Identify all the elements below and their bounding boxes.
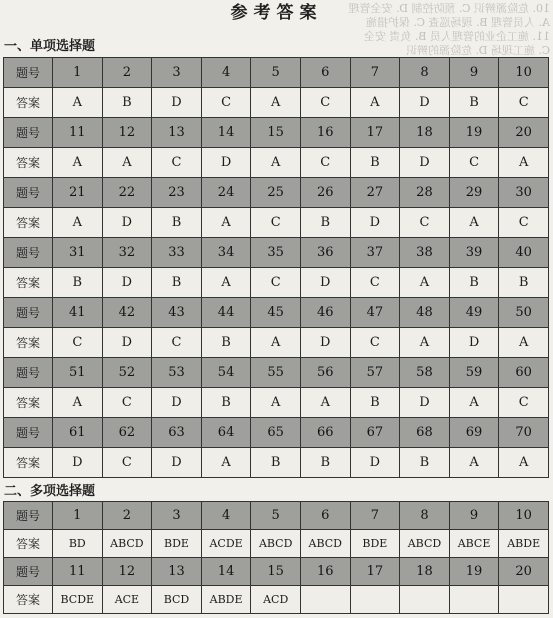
answer-cell: B (251, 448, 301, 478)
answer-cell: BDE (350, 530, 400, 558)
question-number-cell: 26 (300, 178, 350, 208)
answer-cell: C (251, 208, 301, 238)
question-number-cell: 31 (53, 238, 103, 268)
answer-row (4, 268, 549, 298)
answer-cell: D (152, 388, 202, 418)
question-number-cell: 1 (53, 502, 103, 530)
question-number-row (4, 358, 549, 388)
answer-cell: ABCE (449, 530, 499, 558)
question-number-cell: 66 (300, 418, 350, 448)
answer-cell: B (201, 328, 251, 358)
answer-cell: C (251, 268, 301, 298)
row-label-question-number: 题号 (4, 58, 53, 88)
question-number-cell: 62 (102, 418, 152, 448)
question-number-cell: 45 (251, 298, 301, 328)
answer-cell: D (102, 328, 152, 358)
question-number-cell: 56 (300, 358, 350, 388)
question-number-cell: 61 (53, 418, 103, 448)
question-number-cell: 41 (53, 298, 103, 328)
question-number-cell: 46 (300, 298, 350, 328)
question-number-cell: 18 (400, 118, 450, 148)
answer-cell: B (499, 268, 549, 298)
answer-cell: ABDE (499, 530, 549, 558)
question-number-cell: 28 (400, 178, 450, 208)
row-label-answer: 答案 (4, 448, 53, 478)
question-number-cell: 24 (201, 178, 251, 208)
question-number-cell: 12 (102, 558, 152, 586)
answer-cell: D (400, 148, 450, 178)
section-title-multiple-choice: 二、多项选择题 (4, 484, 96, 499)
question-number-cell: 54 (201, 358, 251, 388)
question-number-cell: 64 (201, 418, 251, 448)
question-number-cell: 35 (251, 238, 301, 268)
answer-row (4, 208, 549, 238)
answer-cell: B (102, 88, 152, 118)
question-number-cell: 51 (53, 358, 103, 388)
answer-cell: D (102, 208, 152, 238)
question-number-row (4, 58, 549, 88)
answer-row (4, 388, 549, 418)
answer-cell: D (400, 88, 450, 118)
question-number-row (4, 558, 549, 586)
question-number-cell: 63 (152, 418, 202, 448)
question-number-cell: 11 (53, 558, 103, 586)
answer-cell: A (499, 448, 549, 478)
page-title: 参考答案 (230, 3, 323, 23)
question-number-cell: 50 (499, 298, 549, 328)
answer-cell: C (300, 88, 350, 118)
answer-row (4, 586, 549, 614)
answer-cell: B (300, 208, 350, 238)
question-number-cell: 5 (251, 58, 301, 88)
question-number-cell: 18 (400, 558, 450, 586)
answer-cell: D (102, 268, 152, 298)
answer-cell: C (499, 208, 549, 238)
answer-row (4, 148, 549, 178)
question-number-cell: 57 (350, 358, 400, 388)
question-number-cell: 48 (400, 298, 450, 328)
row-label-answer: 答案 (4, 586, 53, 614)
question-number-cell: 12 (102, 118, 152, 148)
answer-cell: ABCD (102, 530, 152, 558)
question-number-cell: 9 (449, 502, 499, 530)
answer-cell: C (102, 448, 152, 478)
answer-cell: A (449, 208, 499, 238)
answer-cell: ACDE (201, 530, 251, 558)
answer-cell: A (201, 268, 251, 298)
question-number-cell: 34 (201, 238, 251, 268)
question-number-cell: 17 (350, 118, 400, 148)
question-number-cell: 19 (449, 118, 499, 148)
answer-cell: D (350, 208, 400, 238)
question-number-cell: 59 (449, 358, 499, 388)
question-number-cell: 36 (300, 238, 350, 268)
question-number-cell: 2 (102, 58, 152, 88)
answer-cell: ACE (102, 586, 152, 614)
question-number-cell: 53 (152, 358, 202, 388)
question-number-cell: 5 (251, 502, 301, 530)
answer-cell (350, 586, 400, 614)
bleed-line: A. 人员管理 B. 现场巡查 C. 保护措施 (365, 16, 550, 29)
bleed-line: 11. 施工企业的管理人员 B. 负责 安全 (363, 30, 550, 43)
answer-cell: A (449, 448, 499, 478)
question-number-cell: 49 (449, 298, 499, 328)
question-number-cell: 13 (152, 558, 202, 586)
answer-cell: A (53, 388, 103, 418)
answer-cell: A (251, 88, 301, 118)
answer-cell: D (400, 388, 450, 418)
question-number-row (4, 118, 549, 148)
question-number-cell: 65 (251, 418, 301, 448)
answer-cell: C (152, 328, 202, 358)
answer-cell: B (152, 268, 202, 298)
answer-cell: B (400, 448, 450, 478)
answer-cell: A (201, 448, 251, 478)
answer-cell: B (350, 148, 400, 178)
question-number-cell: 17 (350, 558, 400, 586)
row-label-answer: 答案 (4, 268, 53, 298)
answer-cell: A (102, 148, 152, 178)
row-label-question-number: 题号 (4, 238, 53, 268)
answer-cell: B (350, 388, 400, 418)
single-choice-answer-table (3, 57, 549, 478)
answer-cell: C (102, 388, 152, 418)
answer-cell: C (350, 328, 400, 358)
answer-cell: B (300, 448, 350, 478)
question-number-cell: 22 (102, 178, 152, 208)
answer-cell: BD (53, 530, 103, 558)
answer-cell: BDE (152, 530, 202, 558)
row-label-question-number: 题号 (4, 118, 53, 148)
answer-cell: ABCD (300, 530, 350, 558)
question-number-cell: 38 (400, 238, 450, 268)
answer-cell: D (350, 448, 400, 478)
question-number-cell: 33 (152, 238, 202, 268)
answer-cell (449, 586, 499, 614)
row-label-answer: 答案 (4, 208, 53, 238)
answer-cell: C (499, 388, 549, 418)
question-number-cell: 9 (449, 58, 499, 88)
answer-cell: A (251, 328, 301, 358)
question-number-cell: 6 (300, 502, 350, 530)
question-number-cell: 58 (400, 358, 450, 388)
question-number-cell: 39 (449, 238, 499, 268)
multiple-choice-answer-table (3, 501, 549, 614)
question-number-cell: 42 (102, 298, 152, 328)
answer-row (4, 448, 549, 478)
answer-cell (300, 586, 350, 614)
answer-row (4, 328, 549, 358)
question-number-cell: 2 (102, 502, 152, 530)
question-number-cell: 40 (499, 238, 549, 268)
question-number-cell: 21 (53, 178, 103, 208)
answer-cell: BCD (152, 586, 202, 614)
question-number-cell: 4 (201, 502, 251, 530)
question-number-cell: 16 (300, 558, 350, 586)
question-number-cell: 32 (102, 238, 152, 268)
question-number-cell: 68 (400, 418, 450, 448)
answer-cell: A (400, 268, 450, 298)
answer-cell: B (449, 268, 499, 298)
answer-cell: A (350, 88, 400, 118)
question-number-cell: 14 (201, 118, 251, 148)
row-label-question-number: 题号 (4, 298, 53, 328)
answer-cell: ABDE (201, 586, 251, 614)
answer-cell: C (400, 208, 450, 238)
answer-cell: B (449, 88, 499, 118)
answer-cell: A (300, 388, 350, 418)
row-label-answer: 答案 (4, 148, 53, 178)
answer-cell: C (350, 268, 400, 298)
question-number-row (4, 418, 549, 448)
question-number-cell: 55 (251, 358, 301, 388)
answer-cell: D (53, 448, 103, 478)
question-number-cell: 27 (350, 178, 400, 208)
question-number-cell: 15 (251, 558, 301, 586)
question-number-cell: 8 (400, 502, 450, 530)
answer-cell: C (449, 148, 499, 178)
question-number-cell: 13 (152, 118, 202, 148)
answer-cell: C (201, 88, 251, 118)
question-number-cell: 60 (499, 358, 549, 388)
question-number-cell: 4 (201, 58, 251, 88)
question-number-cell: 7 (350, 502, 400, 530)
question-number-cell: 15 (251, 118, 301, 148)
row-label-question-number: 题号 (4, 502, 53, 530)
question-number-cell: 6 (300, 58, 350, 88)
question-number-cell: 29 (449, 178, 499, 208)
row-label-question-number: 题号 (4, 178, 53, 208)
answer-cell: B (53, 268, 103, 298)
question-number-cell: 67 (350, 418, 400, 448)
answer-cell: A (201, 208, 251, 238)
answer-cell: ABCD (251, 530, 301, 558)
answer-cell: A (53, 88, 103, 118)
answer-cell: D (449, 328, 499, 358)
question-number-cell: 20 (499, 118, 549, 148)
question-number-cell: 10 (499, 502, 549, 530)
answer-cell: B (201, 388, 251, 418)
question-number-cell: 14 (201, 558, 251, 586)
answer-cell: C (152, 148, 202, 178)
answer-row (4, 88, 549, 118)
answer-cell (499, 586, 549, 614)
row-label-question-number: 题号 (4, 558, 53, 586)
answer-cell: ABCD (400, 530, 450, 558)
answer-cell: A (53, 208, 103, 238)
question-number-row (4, 298, 549, 328)
question-number-cell: 3 (152, 58, 202, 88)
answer-cell: A (499, 148, 549, 178)
question-number-cell: 70 (499, 418, 549, 448)
answer-cell: A (53, 148, 103, 178)
question-number-row (4, 178, 549, 208)
question-number-cell: 44 (201, 298, 251, 328)
question-number-cell: 7 (350, 58, 400, 88)
answer-cell (400, 586, 450, 614)
answer-cell: A (251, 148, 301, 178)
question-number-cell: 3 (152, 502, 202, 530)
row-label-question-number: 题号 (4, 418, 53, 448)
question-number-cell: 10 (499, 58, 549, 88)
answer-cell: A (449, 388, 499, 418)
question-number-cell: 11 (53, 118, 103, 148)
answer-cell: ACD (251, 586, 301, 614)
row-label-answer: 答案 (4, 388, 53, 418)
question-number-cell: 47 (350, 298, 400, 328)
row-label-question-number: 题号 (4, 358, 53, 388)
question-number-cell: 8 (400, 58, 450, 88)
question-number-cell: 52 (102, 358, 152, 388)
row-label-answer: 答案 (4, 530, 53, 558)
question-number-cell: 16 (300, 118, 350, 148)
answer-cell: A (251, 388, 301, 418)
answer-cell: C (53, 328, 103, 358)
question-number-cell: 37 (350, 238, 400, 268)
bleed-line: C. 施工现场 D. 危险源的辨识 (406, 44, 550, 56)
answer-cell: A (400, 328, 450, 358)
question-number-cell: 25 (251, 178, 301, 208)
answer-row (4, 530, 549, 558)
question-number-cell: 30 (499, 178, 549, 208)
question-number-cell: 69 (449, 418, 499, 448)
section-title-single-choice: 一、单项选择题 (4, 39, 96, 54)
question-number-cell: 43 (152, 298, 202, 328)
answer-cell: B (152, 208, 202, 238)
bleed-line: 10. 危险源辨识 C. 预防控制 D. 安全管理 (348, 2, 550, 15)
question-number-row (4, 502, 549, 530)
question-number-cell: 20 (499, 558, 549, 586)
question-number-cell: 19 (449, 558, 499, 586)
answer-cell: C (300, 148, 350, 178)
row-label-answer: 答案 (4, 88, 53, 118)
question-number-cell: 1 (53, 58, 103, 88)
question-number-cell: 23 (152, 178, 202, 208)
answer-cell: D (152, 448, 202, 478)
question-number-row (4, 238, 549, 268)
answer-cell: C (499, 88, 549, 118)
answer-cell: D (201, 148, 251, 178)
answer-cell: BCDE (53, 586, 103, 614)
answer-cell: D (152, 88, 202, 118)
answer-cell: D (300, 328, 350, 358)
answer-cell: A (499, 328, 549, 358)
row-label-answer: 答案 (4, 328, 53, 358)
answer-cell: D (300, 268, 350, 298)
